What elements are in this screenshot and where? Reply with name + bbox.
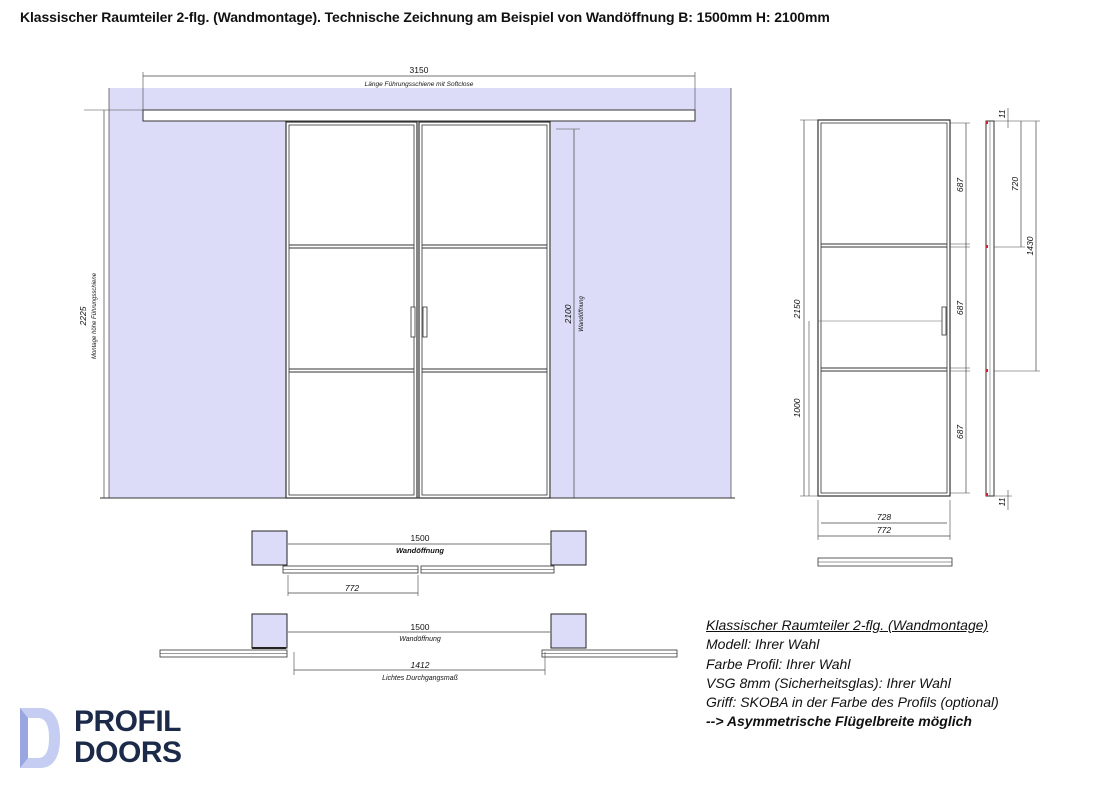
rail-length-value: 3150 [409,65,429,75]
side-upper-value: 720 [1010,176,1020,192]
wall-right [551,88,731,498]
wall-block-left [252,531,287,565]
wall-left [109,88,286,498]
mount-height-value: 2225 [78,306,88,326]
door-leaf-left [286,122,417,498]
handle-right [423,307,427,337]
handle-left [411,307,415,337]
wall-block-bottom-left [252,614,287,648]
logo-text [74,706,182,768]
plan-top-width-label: Wandöffnung [395,546,445,555]
plan-top-offset-value: 772 [344,583,360,593]
guide-rail [143,110,695,121]
opening-height-value: 2100 [563,304,573,324]
door-leaf-right [419,122,550,498]
specs-line-handle: Griff: SKOBA in der Farbe des Profils (optional) [706,694,999,711]
plan-bottom-width-value: 1500 [410,622,430,632]
leaf-inner-width-value: 728 [876,512,892,522]
side-view [986,108,1040,510]
logo-mark-icon [18,706,62,770]
side-bottom-value: 11 [997,497,1007,507]
mount-height-label: Montage höhe Führungsschiene [92,272,98,360]
specs-line-glass: VSG 8mm (Sicherheitsglas): Ihrer Wahl [706,674,951,691]
wall-block-bottom-right [551,614,586,648]
leaf-handle-height-value: 1000 [792,398,802,418]
specs-note: --> Asymmetrische Flügelbreite möglich [706,713,972,730]
leaf-outer-width-value: 772 [876,525,892,535]
front-view [78,65,735,498]
specs-title: Klassischer Raumteiler 2-flg. (Wandmontage) [706,617,989,633]
specs-line-color: Farbe Profil: Ihrer Wahl [706,655,851,672]
side-mid-value: 1430 [1025,236,1035,256]
profil-doors-logo [18,705,182,770]
plan-top-width-value: 1500 [410,533,430,543]
panel-height-2: 687 [955,300,965,316]
plan-bottom-width-label: Wandöffnung [399,636,441,643]
leaf-view [792,120,970,566]
logo-line-2: DOORS [74,736,182,769]
logo-line-1: PROFIL [74,705,181,738]
specs-block [706,616,1066,732]
plan-view-top [252,531,586,596]
wall-block-right [551,531,586,565]
leaf-handle [942,307,946,335]
plan-bottom-clear-label: Lichtes Durchgangsmaß [382,675,458,682]
opening-height-label: Wandöffnung [579,296,585,332]
page-title: Klassischer Raumteiler 2-flg. (Wandmontage). Technische Zeichnung am Beispiel von Wandöffnung B: 1500mm H: 2100mm [20,9,830,25]
leaf-total-height-value: 2150 [792,299,802,319]
plan-bottom-clear-value: 1412 [410,660,430,670]
specs-line-model: Modell: Ihrer Wahl [706,636,820,653]
plan-view-bottom [160,614,677,682]
panel-height-1: 687 [955,177,965,193]
rail-length-label: Länge Führungsschiene mit Softclose [364,81,474,88]
panel-height-3: 687 [955,424,965,440]
side-top-value: 11 [997,109,1007,119]
